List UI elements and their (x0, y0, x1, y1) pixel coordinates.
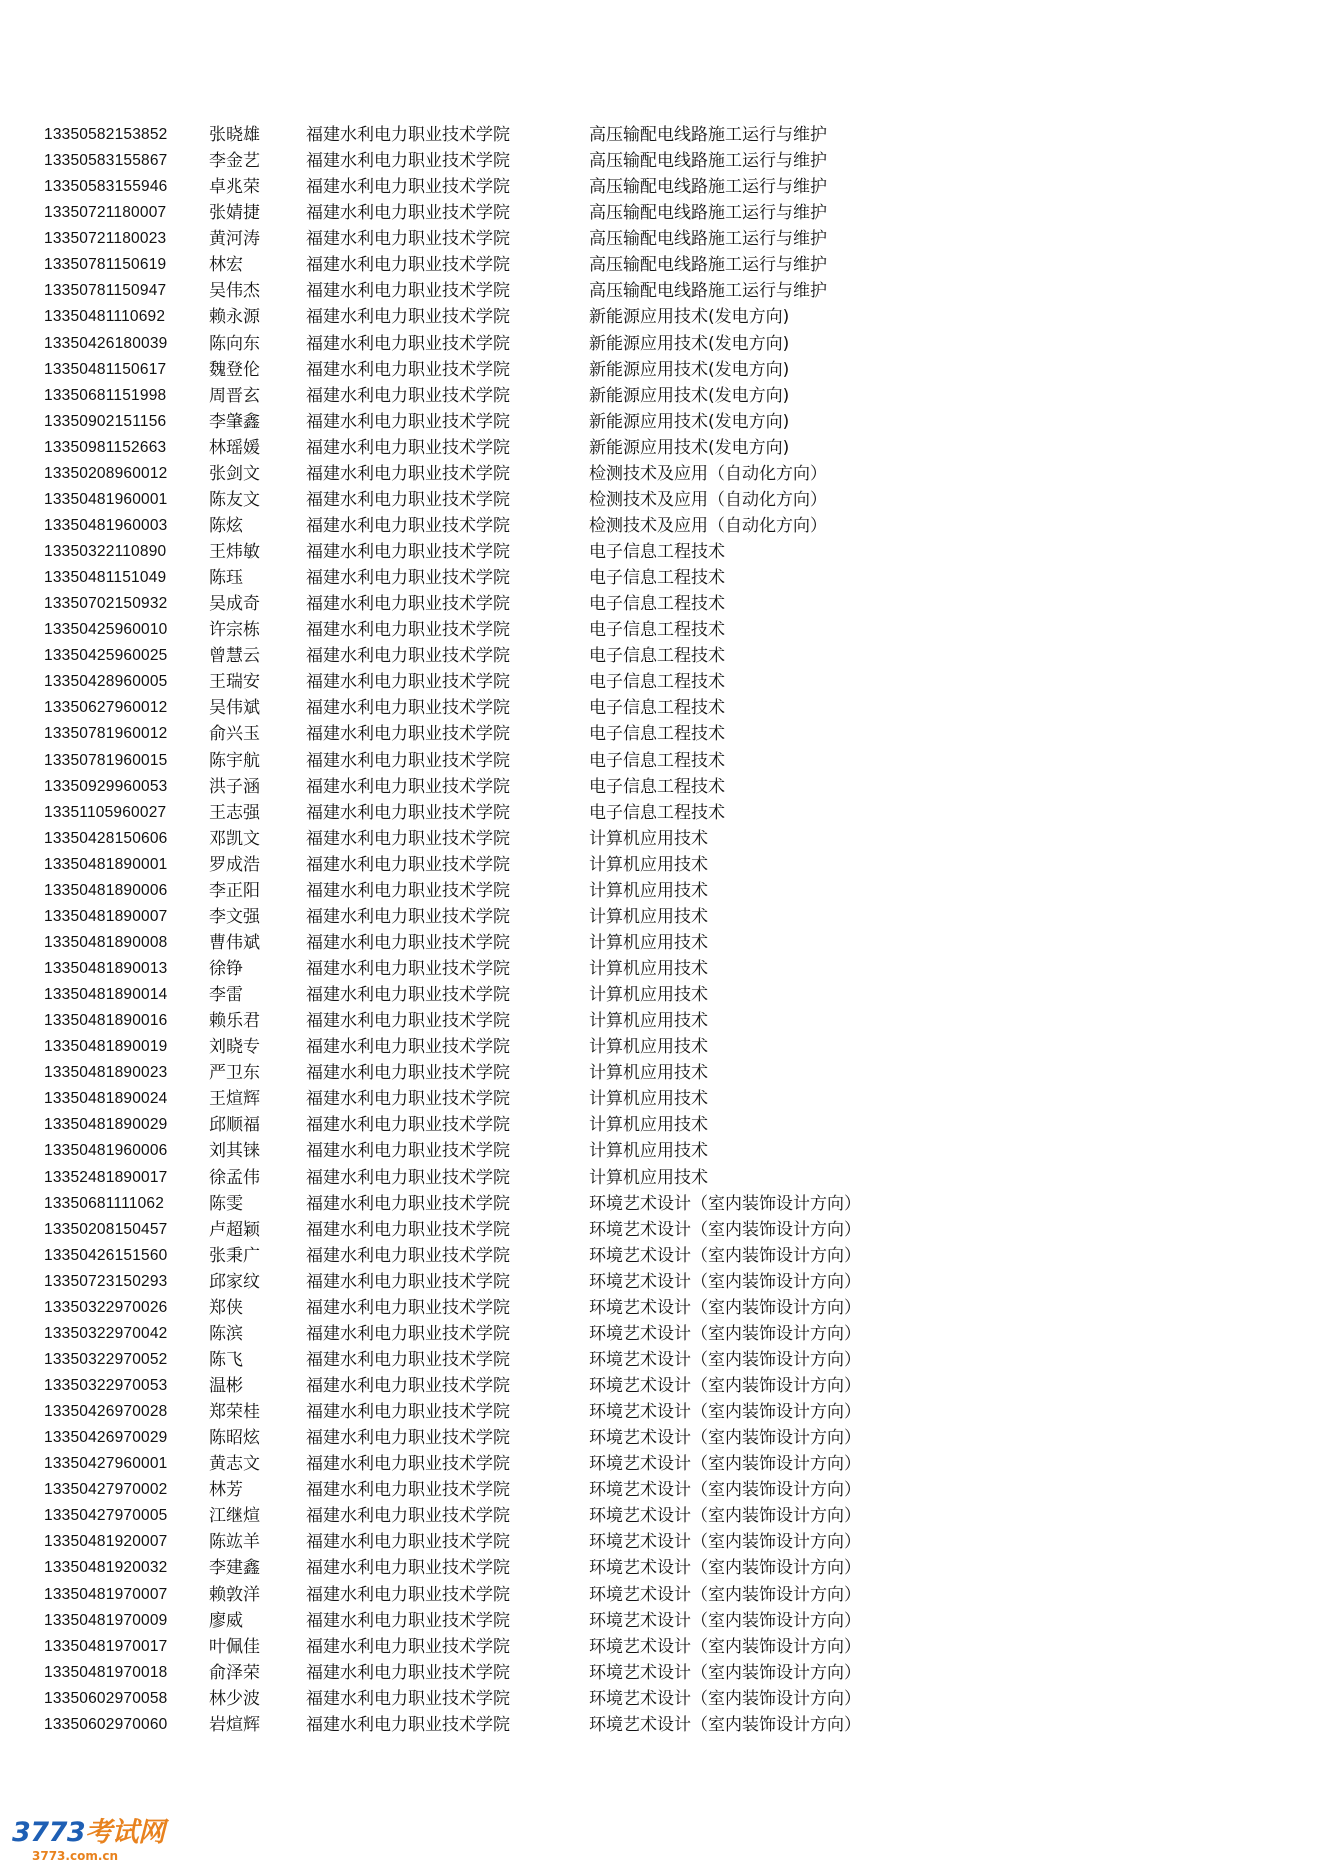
major-name: 检测技术及应用（自动化方向） (589, 489, 827, 510)
student-id: 13350981152663 (44, 438, 167, 456)
student-id: 13350481890023 (44, 1064, 168, 1082)
logo-number: 3773 (12, 1817, 86, 1848)
student-name: 徐孟伟 (209, 1167, 260, 1188)
student-name: 卢超颖 (209, 1219, 260, 1240)
major-name: 电子信息工程技术 (589, 594, 725, 615)
major-name: 计算机应用技术 (589, 1063, 708, 1084)
student-name: 郑荣桂 (209, 1402, 260, 1423)
student-id: 13350481890029 (44, 1116, 168, 1134)
major-name: 计算机应用技术 (589, 1089, 708, 1110)
major-name: 高压输配电线路施工运行与维护 (589, 255, 827, 276)
student-name: 张婧捷 (209, 203, 260, 224)
major-name: 新能源应用技术(发电方向) (589, 333, 790, 354)
student-name: 严卫东 (209, 1063, 260, 1084)
student-id: 13350481970018 (44, 1663, 168, 1681)
major-name: 计算机应用技术 (589, 880, 708, 901)
school-name: 福建水利电力职业技术学院 (306, 828, 510, 849)
student-id: 13350721180023 (44, 230, 167, 248)
school-name: 福建水利电力职业技术学院 (306, 281, 510, 302)
student-id: 13350781960015 (44, 751, 168, 769)
school-name: 福建水利电力职业技术学院 (306, 359, 510, 380)
school-name: 福建水利电力职业技术学院 (306, 463, 510, 484)
major-name: 环境艺术设计（室内装饰设计方向） (589, 1297, 861, 1318)
student-id: 13350481920032 (44, 1559, 168, 1577)
student-name: 洪子涵 (209, 776, 260, 797)
major-name: 高压输配电线路施工运行与维护 (589, 125, 827, 145)
student-name: 许宗栋 (209, 620, 260, 641)
major-name: 计算机应用技术 (589, 1037, 708, 1058)
student-id: 13350428960005 (44, 673, 168, 691)
student-id: 13350481890019 (44, 1038, 168, 1056)
student-id: 13350781960012 (44, 725, 168, 743)
major-name: 高压输配电线路施工运行与维护 (589, 151, 827, 172)
major-name: 高压输配电线路施工运行与维护 (589, 203, 827, 224)
student-name: 林少波 (209, 1688, 260, 1709)
school-name: 福建水利电力职业技术学院 (306, 776, 510, 797)
student-name: 罗成浩 (209, 854, 260, 875)
student-id: 13350481890006 (44, 881, 168, 899)
major-name: 电子信息工程技术 (589, 750, 725, 771)
school-name: 福建水利电力职业技术学院 (306, 1428, 510, 1449)
major-name: 环境艺术设计（室内装饰设计方向） (589, 1349, 861, 1370)
student-name: 江继煊 (209, 1506, 260, 1527)
school-name: 福建水利电力职业技术学院 (306, 594, 510, 615)
school-name: 福建水利电力职业技术学院 (306, 959, 510, 979)
school-name: 福建水利电力职业技术学院 (306, 1402, 510, 1423)
student-name: 李正阳 (209, 880, 260, 901)
student-id: 13350481150617 (44, 360, 167, 378)
student-id: 13350208150457 (44, 1220, 168, 1238)
school-name: 福建水利电力职业技术学院 (306, 437, 510, 458)
student-id: 13350208960012 (44, 464, 168, 482)
school-name: 福建水利电力职业技术学院 (306, 1558, 510, 1579)
major-name: 计算机应用技术 (589, 932, 708, 953)
student-name: 魏登伦 (209, 359, 260, 380)
school-name: 福建水利电力职业技术学院 (306, 724, 510, 745)
student-name: 王炜敏 (209, 542, 260, 562)
student-name: 李建鑫 (209, 1558, 260, 1579)
school-name: 福建水利电力职业技术学院 (306, 1219, 510, 1240)
student-id: 13350481890016 (44, 1012, 168, 1030)
school-name: 福建水利电力职业技术学院 (306, 1193, 510, 1214)
major-name: 检测技术及应用（自动化方向） (589, 515, 827, 536)
school-name: 福建水利电力职业技术学院 (306, 1011, 510, 1032)
major-name: 计算机应用技术 (589, 1167, 708, 1188)
student-id: 13350902151156 (44, 412, 167, 430)
student-name: 李文强 (209, 906, 260, 927)
major-name: 电子信息工程技术 (589, 542, 725, 562)
major-name: 电子信息工程技术 (589, 620, 725, 641)
student-name: 张剑文 (209, 463, 260, 484)
student-id: 13350481970007 (44, 1585, 168, 1603)
school-name: 福建水利电力职业技术学院 (306, 1610, 510, 1631)
student-id: 13350427960001 (44, 1455, 168, 1473)
major-name: 环境艺术设计（室内装饰设计方向） (589, 1271, 861, 1292)
student-id: 13351105960027 (44, 803, 167, 821)
student-name: 陈宇航 (209, 750, 260, 771)
student-name: 吴伟斌 (209, 698, 260, 719)
major-name: 计算机应用技术 (589, 1141, 708, 1162)
major-name: 环境艺术设计（室内装饰设计方向） (589, 1428, 861, 1449)
school-name: 福建水利电力职业技术学院 (306, 854, 510, 875)
major-name: 电子信息工程技术 (589, 776, 725, 797)
school-name: 福建水利电力职业技术学院 (306, 385, 510, 406)
school-name: 福建水利电力职业技术学院 (306, 1115, 510, 1136)
student-name: 陈向东 (209, 333, 260, 354)
major-name: 计算机应用技术 (589, 828, 708, 849)
school-name: 福建水利电力职业技术学院 (306, 1037, 510, 1058)
student-name: 林宏 (209, 255, 243, 276)
major-name: 新能源应用技术(发电方向) (589, 411, 790, 432)
student-name: 曹伟斌 (209, 932, 260, 953)
major-name: 环境艺术设计（室内装饰设计方向） (589, 1193, 861, 1214)
student-id: 13350426151560 (44, 1246, 168, 1264)
major-name: 环境艺术设计（室内装饰设计方向） (589, 1532, 861, 1553)
student-name: 陈友文 (209, 489, 260, 510)
school-name: 福建水利电力职业技术学院 (306, 1141, 510, 1162)
student-name: 陈昭炫 (209, 1428, 260, 1449)
school-name: 福建水利电力职业技术学院 (306, 672, 510, 693)
student-name: 邓凯文 (209, 828, 260, 849)
major-name: 环境艺术设计（室内装饰设计方向） (589, 1636, 861, 1657)
student-id: 13350322110890 (44, 543, 167, 560)
school-name: 福建水利电力职业技术学院 (306, 333, 510, 354)
school-name: 福建水利电力职业技术学院 (306, 177, 510, 198)
student-id: 13350582153852 (44, 126, 168, 143)
school-name: 福建水利电力职业技术学院 (306, 1167, 510, 1188)
student-name: 温彬 (209, 1376, 243, 1396)
student-id: 13350426970028 (44, 1403, 168, 1421)
student-name: 陈滨 (209, 1323, 243, 1344)
school-name: 福建水利电力职业技术学院 (306, 1662, 510, 1683)
school-name: 福建水利电力职业技术学院 (306, 1297, 510, 1318)
student-id: 13350481960001 (44, 490, 168, 508)
major-name: 电子信息工程技术 (589, 672, 725, 693)
major-name: 电子信息工程技术 (589, 724, 725, 745)
school-name: 福建水利电力职业技术学院 (306, 229, 510, 250)
student-id: 13350427970002 (44, 1481, 168, 1499)
student-id: 13350627960012 (44, 699, 168, 717)
major-name: 高压输配电线路施工运行与维护 (589, 281, 827, 302)
student-name: 林芳 (209, 1480, 243, 1501)
school-name: 福建水利电力职业技术学院 (306, 880, 510, 901)
school-name: 福建水利电力职业技术学院 (306, 750, 510, 771)
major-name: 检测技术及应用（自动化方向） (589, 463, 827, 484)
student-id: 13350425960025 (44, 647, 168, 665)
school-name: 福建水利电力职业技术学院 (306, 1349, 510, 1370)
student-name: 王瑞安 (209, 672, 260, 693)
student-name: 陈炫 (209, 515, 243, 536)
school-name: 福建水利电力职业技术学院 (306, 125, 510, 145)
student-name: 张秉广 (209, 1245, 260, 1266)
school-name: 福建水利电力职业技术学院 (306, 203, 510, 224)
school-name: 福建水利电力职业技术学院 (306, 1089, 510, 1110)
student-name: 周晋玄 (209, 385, 260, 406)
major-name: 电子信息工程技术 (589, 646, 725, 667)
major-name: 环境艺术设计（室内装饰设计方向） (589, 1402, 861, 1423)
student-name: 赖永源 (209, 307, 260, 328)
student-name: 邱顺福 (209, 1115, 260, 1136)
student-name: 廖威 (209, 1610, 243, 1631)
school-name: 福建水利电力职业技术学院 (306, 932, 510, 953)
school-name: 福建水利电力职业技术学院 (306, 1506, 510, 1527)
student-id: 13350781150619 (44, 256, 167, 274)
major-name: 环境艺术设计（室内装饰设计方向） (589, 1506, 861, 1527)
student-name: 张晓雄 (209, 125, 260, 145)
major-name: 环境艺术设计（室内装饰设计方向） (589, 1662, 861, 1683)
major-name: 电子信息工程技术 (589, 698, 725, 719)
student-id: 13350481890013 (44, 960, 168, 977)
student-name: 徐铮 (209, 959, 243, 979)
student-id: 13350781150947 (44, 282, 167, 300)
student-id: 13350322970026 (44, 1298, 168, 1316)
student-name: 刘其铼 (209, 1141, 260, 1162)
student-name: 岩煊辉 (209, 1714, 260, 1735)
major-name: 环境艺术设计（室内装饰设计方向） (589, 1584, 861, 1605)
student-name: 陈雯 (209, 1193, 243, 1214)
student-name: 陈珏 (209, 568, 243, 589)
school-name: 福建水利电力职业技术学院 (306, 906, 510, 927)
school-name: 福建水利电力职业技术学院 (306, 1245, 510, 1266)
school-name: 福建水利电力职业技术学院 (306, 646, 510, 667)
student-name: 赖敦洋 (209, 1584, 260, 1605)
logo-text: 考试网 (85, 1817, 165, 1848)
major-name: 电子信息工程技术 (589, 802, 725, 823)
school-name: 福建水利电力职业技术学院 (306, 802, 510, 823)
student-name: 王煊辉 (209, 1089, 260, 1110)
student-id: 13352481890017 (44, 1168, 168, 1186)
student-id: 13350427970005 (44, 1507, 168, 1525)
student-id: 13350721180007 (44, 204, 167, 222)
student-name: 邱家纹 (209, 1271, 260, 1292)
student-name: 黄河涛 (209, 229, 260, 250)
student-name: 吴成奇 (209, 594, 260, 615)
school-name: 福建水利电力职业技术学院 (306, 489, 510, 510)
school-name: 福建水利电力职业技术学院 (306, 1376, 510, 1396)
major-name: 环境艺术设计（室内装饰设计方向） (589, 1558, 861, 1579)
major-name: 环境艺术设计（室内装饰设计方向） (589, 1480, 861, 1501)
student-id: 13350322970052 (44, 1350, 168, 1368)
school-name: 福建水利电力职业技术学院 (306, 1454, 510, 1475)
major-name: 环境艺术设计（室内装饰设计方向） (589, 1245, 861, 1266)
student-id: 13350481970009 (44, 1611, 168, 1629)
major-name: 环境艺术设计（室内装饰设计方向） (589, 1219, 861, 1240)
student-id: 13350723150293 (44, 1272, 168, 1290)
student-name: 林瑶媛 (209, 437, 260, 458)
student-id: 13350481890024 (44, 1090, 168, 1108)
major-name: 计算机应用技术 (589, 906, 708, 927)
major-name: 高压输配电线路施工运行与维护 (589, 229, 827, 250)
school-name: 福建水利电力职业技术学院 (306, 1271, 510, 1292)
major-name: 计算机应用技术 (589, 1011, 708, 1032)
student-name: 李肇鑫 (209, 411, 260, 432)
student-id: 13350583155867 (44, 152, 168, 170)
student-id: 13350481151049 (44, 569, 167, 587)
school-name: 福建水利电力职业技术学院 (306, 620, 510, 641)
major-name: 计算机应用技术 (589, 959, 708, 979)
student-id: 13350481890001 (44, 855, 168, 873)
school-name: 福建水利电力职业技术学院 (306, 1636, 510, 1657)
student-name: 俞泽荣 (209, 1662, 260, 1683)
major-name: 新能源应用技术(发电方向) (589, 307, 790, 328)
student-id: 13350602970060 (44, 1715, 168, 1733)
student-name: 俞兴玉 (209, 724, 260, 745)
major-name: 环境艺术设计（室内装饰设计方向） (589, 1714, 861, 1735)
school-name: 福建水利电力职业技术学院 (306, 1063, 510, 1084)
student-id: 13350426180039 (44, 334, 168, 352)
student-id: 13350681151998 (44, 386, 167, 404)
school-name: 福建水利电力职业技术学院 (306, 1532, 510, 1553)
major-name: 计算机应用技术 (589, 854, 708, 875)
school-name: 福建水利电力职业技术学院 (306, 985, 510, 1006)
student-name: 曾慧云 (209, 646, 260, 667)
student-name: 陈飞 (209, 1349, 243, 1370)
major-name: 新能源应用技术(发电方向) (589, 359, 790, 380)
student-name: 郑侠 (209, 1297, 243, 1318)
school-name: 福建水利电力职业技术学院 (306, 542, 510, 562)
major-name: 环境艺术设计（室内装饰设计方向） (589, 1323, 861, 1344)
student-name: 陈竑羊 (209, 1532, 260, 1553)
major-name: 高压输配电线路施工运行与维护 (589, 177, 827, 198)
student-id: 13350929960053 (44, 777, 168, 795)
student-id: 13350481960003 (44, 516, 168, 534)
school-name: 福建水利电力职业技术学院 (306, 1480, 510, 1501)
logo-url: 3773.com.cn (32, 1849, 119, 1863)
student-name: 叶佩佳 (209, 1636, 260, 1657)
student-id: 13350481890008 (44, 933, 168, 951)
student-id: 13350481890007 (44, 907, 168, 925)
school-name: 福建水利电力职业技术学院 (306, 1323, 510, 1344)
student-id: 13350322970053 (44, 1377, 168, 1394)
school-name: 福建水利电力职业技术学院 (306, 1584, 510, 1605)
student-name: 李雷 (209, 985, 243, 1006)
school-name: 福建水利电力职业技术学院 (306, 255, 510, 276)
school-name: 福建水利电力职业技术学院 (306, 411, 510, 432)
major-name: 环境艺术设计（室内装饰设计方向） (589, 1376, 861, 1396)
major-name: 新能源应用技术(发电方向) (589, 385, 790, 406)
student-id: 13350481110692 (44, 308, 166, 326)
student-name: 刘晓专 (209, 1037, 260, 1058)
logo-wordmark (12, 1818, 165, 1848)
major-name: 计算机应用技术 (589, 985, 708, 1006)
school-name: 福建水利电力职业技术学院 (306, 698, 510, 719)
student-id: 13350425960010 (44, 621, 168, 639)
student-name: 王志强 (209, 802, 260, 823)
student-id: 13350681111062 (44, 1194, 165, 1212)
school-name: 福建水利电力职业技术学院 (306, 568, 510, 589)
student-id: 13350481960006 (44, 1142, 168, 1160)
student-name: 黄志文 (209, 1454, 260, 1475)
site-watermark-logo (12, 1818, 182, 1864)
major-name: 电子信息工程技术 (589, 568, 725, 589)
student-id: 13350481970017 (44, 1637, 168, 1655)
student-id: 13350702150932 (44, 595, 168, 613)
major-name: 环境艺术设计（室内装饰设计方向） (589, 1610, 861, 1631)
student-name: 卓兆荣 (209, 177, 260, 198)
school-name: 福建水利电力职业技术学院 (306, 1714, 510, 1735)
school-name: 福建水利电力职业技术学院 (306, 307, 510, 328)
student-id: 13350583155946 (44, 178, 168, 196)
student-id: 13350322970042 (44, 1324, 168, 1342)
school-name: 福建水利电力职业技术学院 (306, 515, 510, 536)
major-name: 环境艺术设计（室内装饰设计方向） (589, 1454, 861, 1475)
student-id: 13350428150606 (44, 829, 168, 847)
major-name: 新能源应用技术(发电方向) (589, 437, 790, 458)
school-name: 福建水利电力职业技术学院 (306, 151, 510, 172)
student-name: 李金艺 (209, 151, 260, 172)
student-name: 赖乐君 (209, 1011, 260, 1032)
student-id: 13350481920007 (44, 1533, 168, 1551)
student-id: 13350602970058 (44, 1689, 168, 1707)
major-name: 环境艺术设计（室内装饰设计方向） (589, 1688, 861, 1709)
major-name: 计算机应用技术 (589, 1115, 708, 1136)
student-name: 吴伟杰 (209, 281, 260, 302)
school-name: 福建水利电力职业技术学院 (306, 1688, 510, 1709)
student-id: 13350426970029 (44, 1429, 168, 1447)
student-id: 13350481890014 (44, 986, 168, 1004)
